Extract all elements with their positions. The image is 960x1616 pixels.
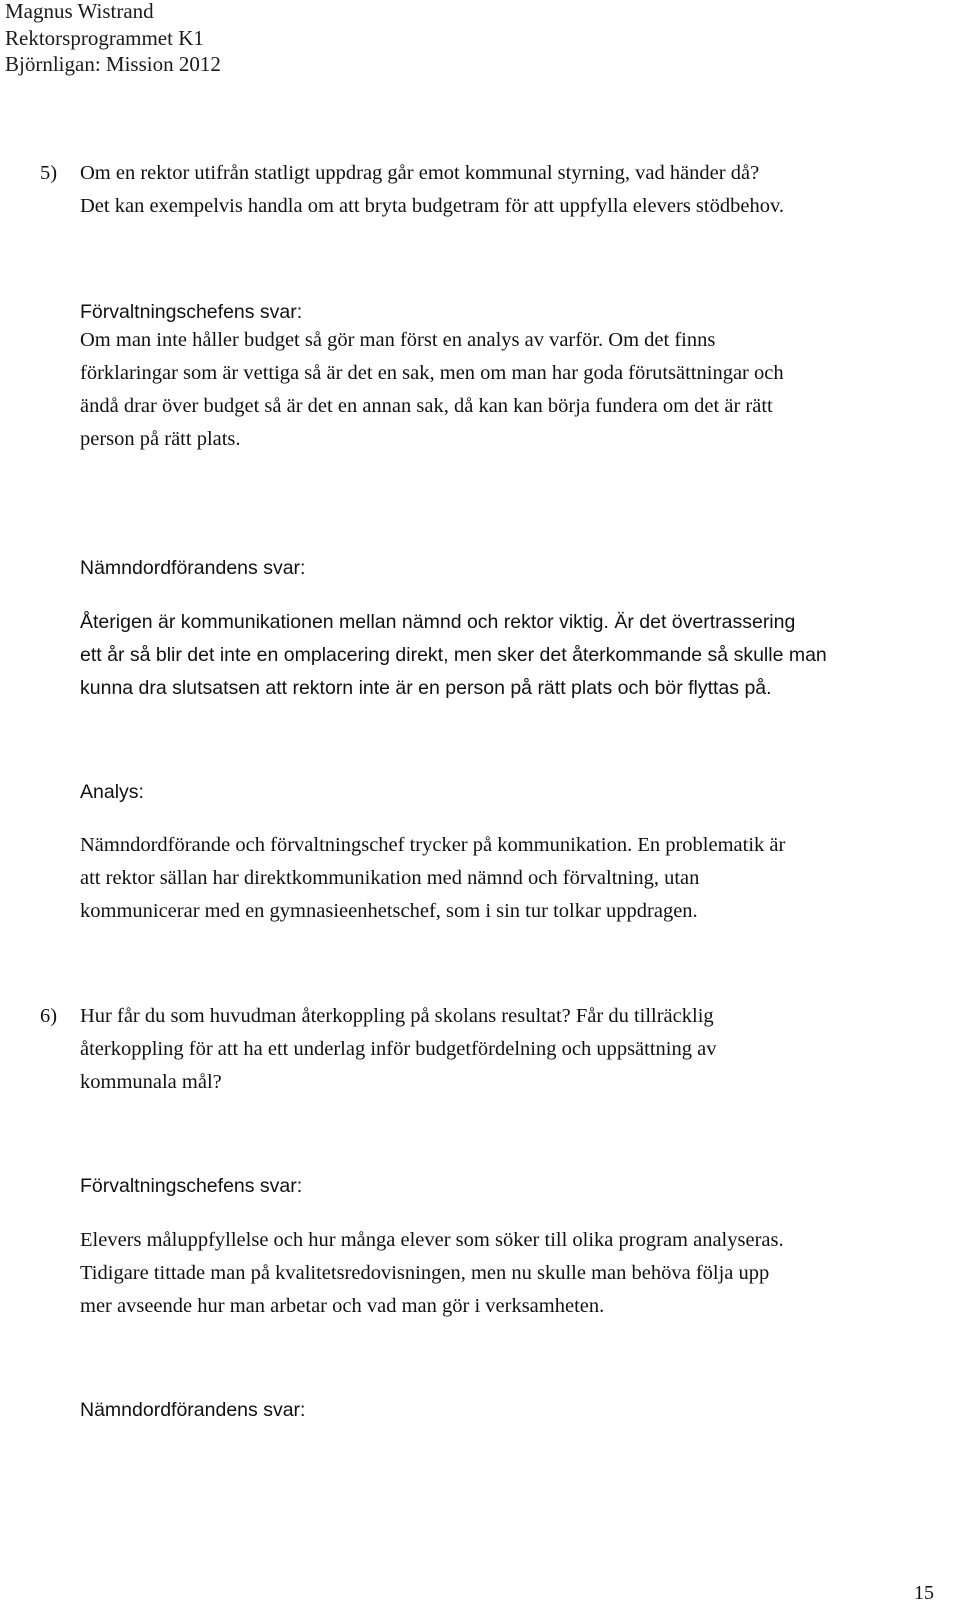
answer-line: person på rätt plats. (80, 428, 241, 450)
answer-line: Återigen är kommunikationen mellan nämnd och rektor viktig. Är det övertrassering (80, 611, 796, 633)
answer-line: förklaringar som är vettiga så är det en sak, men om man har goda förutsättningar och (80, 362, 784, 384)
analysis-line: kommunicerar med en gymnasieenhetschef, som i sin tur tolkar uppdragen. (80, 900, 698, 922)
question-line: Om en rektor utifrån statligt uppdrag går emot kommunal styrning, vad händer då? (80, 162, 760, 184)
page-number: 15 (914, 1582, 934, 1604)
analysis-label: Analys: (80, 781, 144, 803)
header-program: Rektorsprogrammet K1 (5, 25, 204, 50)
answer-line: Elevers måluppfyllelse och hur många elever som söker till olika program analyseras. (80, 1229, 784, 1251)
answer-line: mer avseende hur man arbetar och vad man gör i verksamheten. (80, 1295, 605, 1317)
answer-line: Tidigare tittade man på kvalitetsredovisningen, men nu skulle man behöva följa upp (80, 1262, 770, 1284)
answer-admin-q6 (80, 1224, 960, 1323)
answer-label-admin: Förvaltningschefens svar: (80, 1175, 303, 1197)
question-number: 6) (40, 1005, 58, 1027)
question-line: Hur får du som huvudman återkoppling på skolans resultat? Får du tillräcklig (80, 1005, 714, 1027)
question-line: Det kan exempelvis handla om att bryta budgetram för att uppfylla elevers stödbehov. (80, 195, 784, 217)
analysis-line: Nämndordförande och förvaltningschef trycker på kommunikation. En problematik är (80, 834, 786, 856)
answer-line: ändå drar över budget så är det en annan sak, då kan kan börja fundera om det är rätt (80, 395, 773, 417)
answer-label-admin: Förvaltningschefens svar: (80, 301, 303, 323)
analysis-text (80, 829, 960, 928)
answer-board-q5 (80, 606, 960, 705)
question-line: kommunala mål? (80, 1071, 222, 1093)
question-number: 5) (40, 162, 58, 184)
answer-admin-q5 (80, 324, 960, 456)
answer-line: kunna dra slutsatsen att rektorn inte är en person på rätt plats och bör flyttas på. (80, 677, 772, 699)
answer-line: Om man inte håller budget så gör man först en analys av varför. Om det finns (80, 329, 716, 351)
analysis-line: att rektor sällan har direktkommunikation med nämnd och förvaltning, utan (80, 867, 700, 889)
header-group: Björnligan: Mission 2012 (5, 52, 221, 76)
answer-label-board: Nämndordförandens svar: (80, 1399, 306, 1421)
answer-label-board: Nämndordförandens svar: (80, 557, 306, 579)
document-header (5, 0, 221, 78)
question-line: återkoppling för att ha ett underlag inför budgetfördelning och uppsättning av (80, 1038, 717, 1060)
answer-line: ett år så blir det inte en omplacering direkt, men sker det återkommande så skulle man (80, 644, 827, 666)
header-author: Magnus Wistrand (5, 0, 154, 23)
